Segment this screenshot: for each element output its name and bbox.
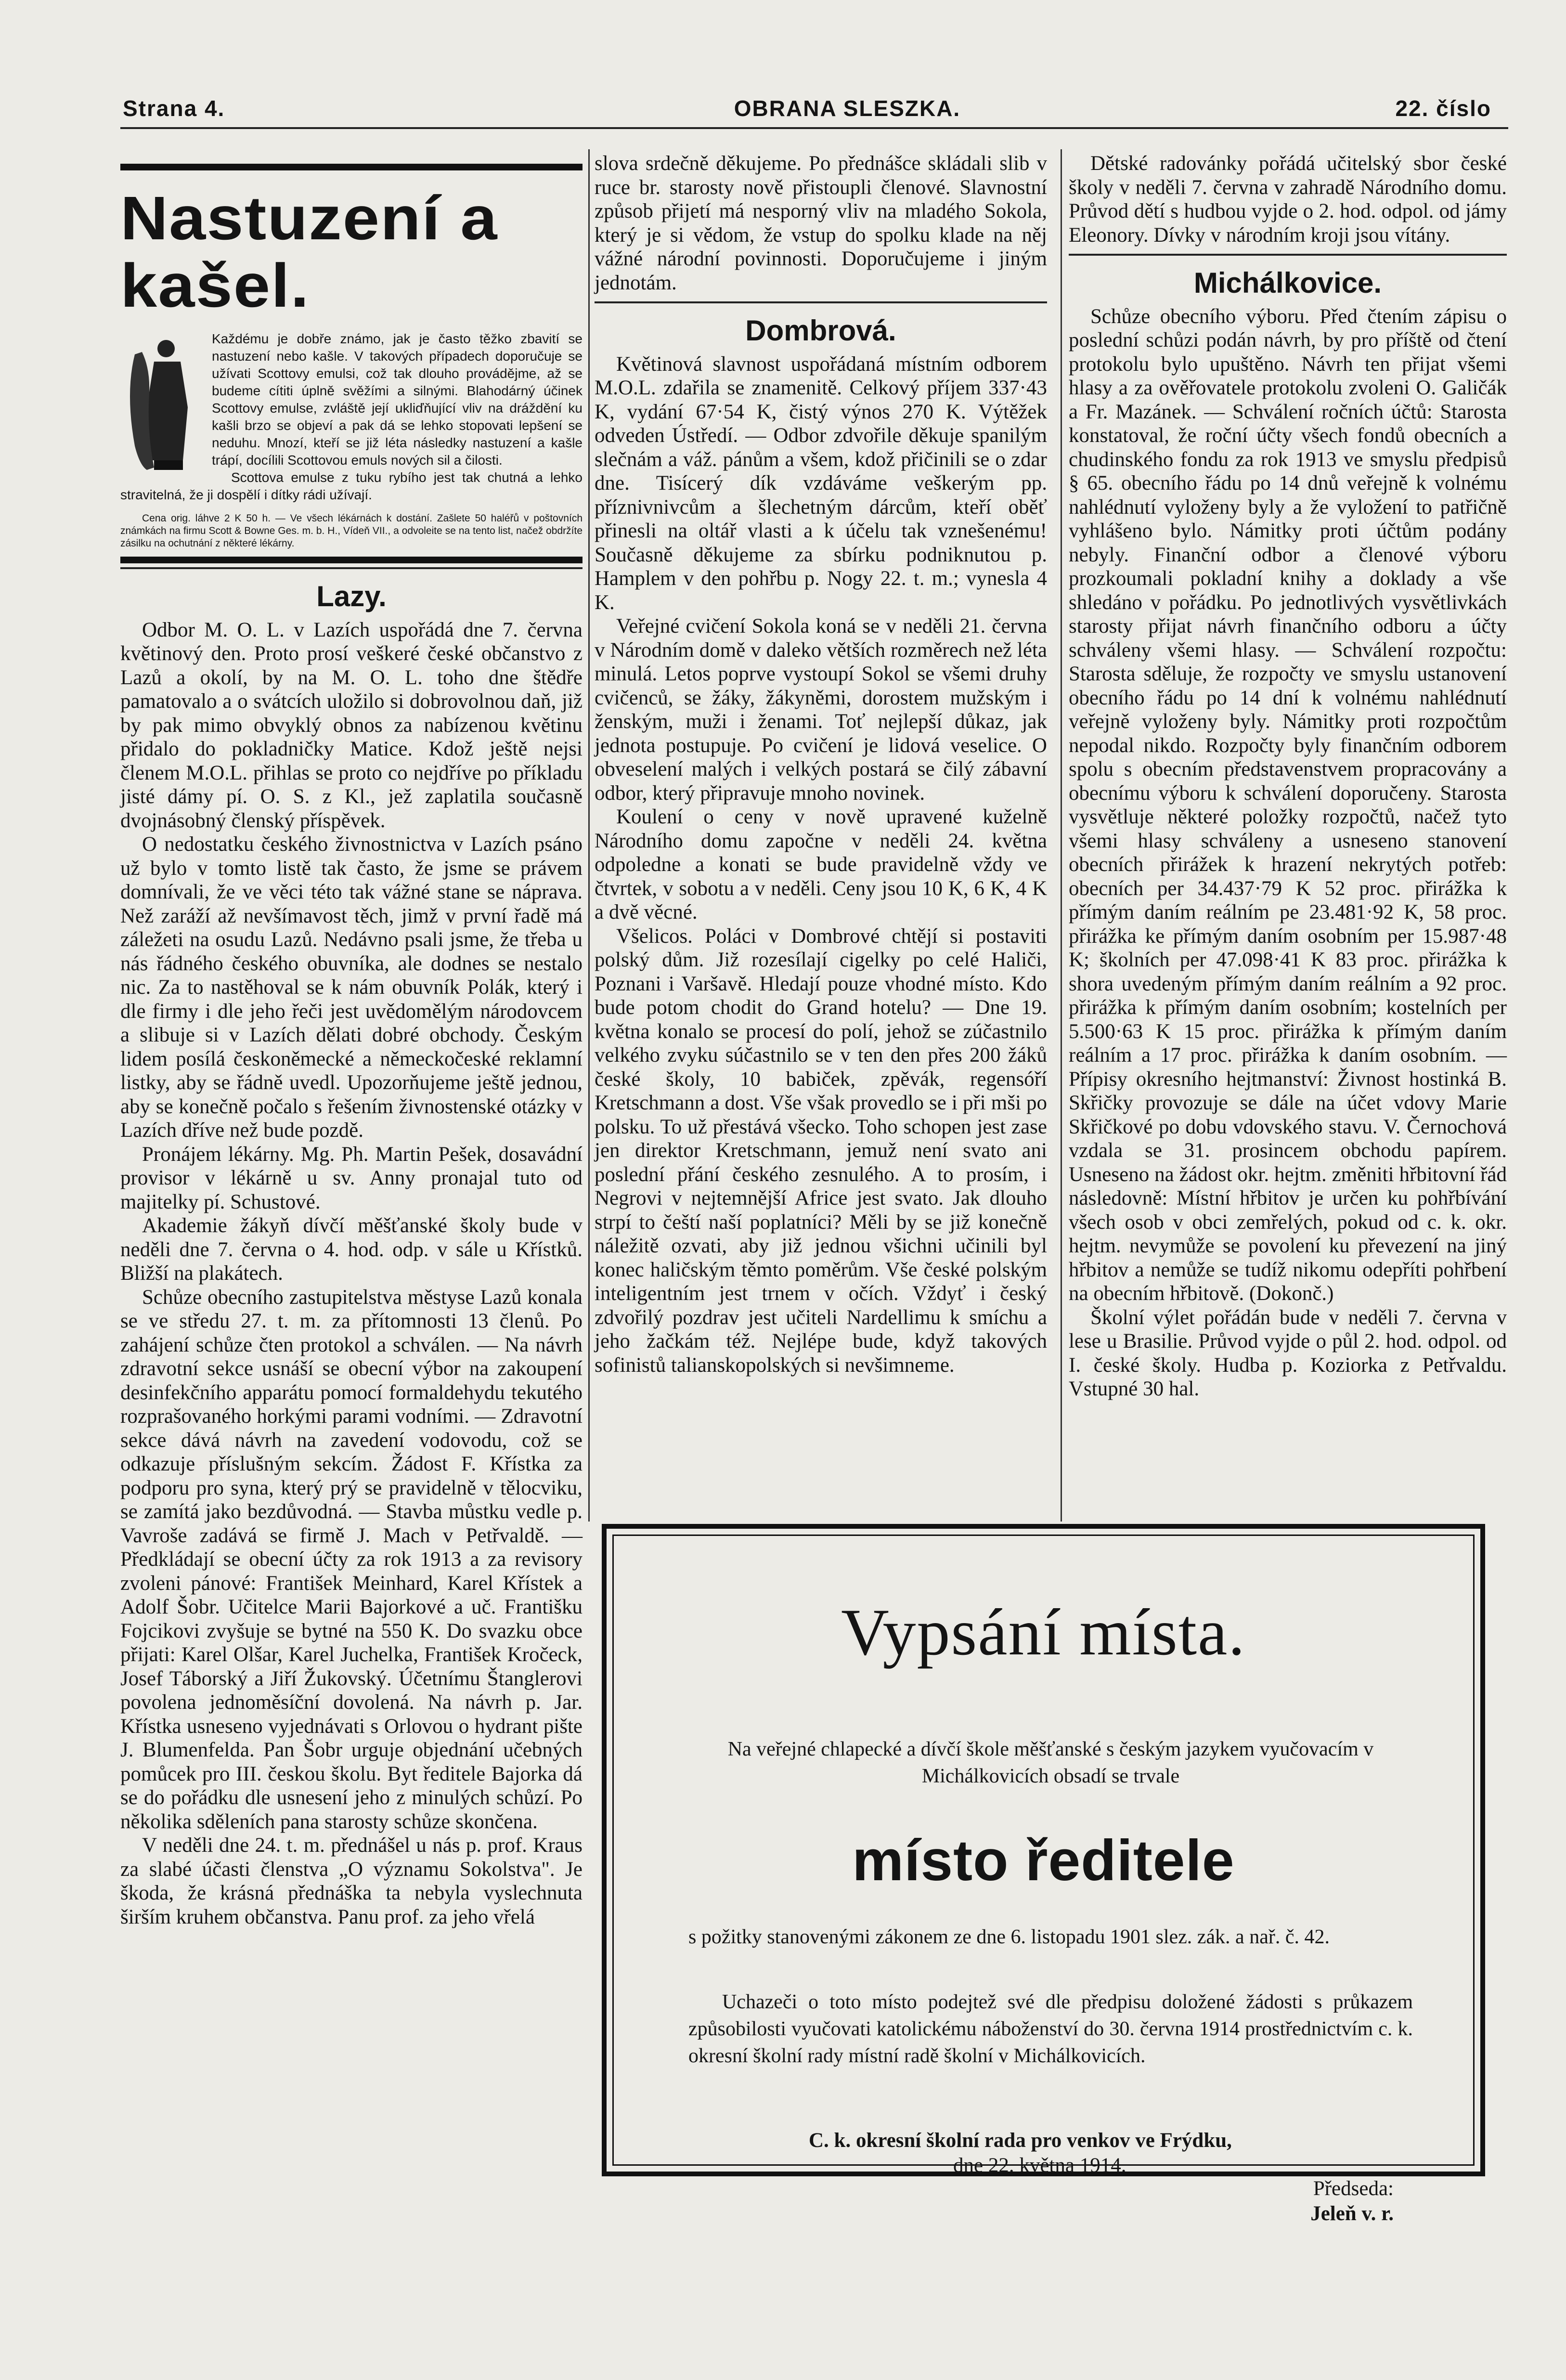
notice-application-text: Uchazeči o toto místo podejtež své dle předpisu doložené žádosti s průkazem způsobilosti vyučovati katolickému náboženství do 30. června 1914 prostřednictvím c. k. okresní školní rady místní radě školní v Michálkovicích. [688,1991,1413,2067]
paragraph: slova srdečně děkujeme. Po přednášce skládali slib v ruce br. starosty nově přistoupli členové. Slavnostní způsob přijetí má nesporný vliv na mladého Sokola, který je si vědom, že vstup do spolku klade na něj vážné národní povinnosti. Doporučujeme i jiným jednotám. [595,152,1047,294]
paragraph: Schůze obecního výboru. Před čtením zápisu o poslední schůzi podán návrh, by pro příště od čtení protokolu bylo upuštěno. Návrh ten přijat všemi hlasy a za ověřovatele protokolu zvoleni O. Galičák a Fr. Mazánek. — Schválení ročních účtů: Starosta konstatoval, že roční účty všech fondů obecních a chudinského fondu za rok 1913 ve smyslu předpisů § 65. obecního řádu po 14 dnů veřejně k volnému nahlédnutí vyloženy byly a že vyložení to patřičně vyhlášeno bylo. Námitky proti účtům podány nebyly. Finanční odbor a členové výboru prozkoumali pokladní knihy a doklady a vše shledáno v pořádku. Po jednotlivých vysvětlivkách starosty přijat návrh finančního odboru a účty schváleny všemi hlasy. — Schválení rozpočtu: Starosta sděluje, že rozpočty ve smyslu ustanovení obecního řádu po 14 dní k volnému nahlédnutí veřejně vyloženy byly. Námitky proti rozpočtům nepodal nikdo. Rozpočty byly finančním odborem spolu s obecním představenstvem propracovány a obecnímu výboru k schválení doporučeny. Starosta vysvětluje některé položky rozpočtů, načež tyto všemi hlasy schváleny a usneseno stanovení obecních přirážek k hrazení nekrytých potřeb: obecních per 34.437·79 K 52 proc. přirážka k přímým daním reálním pe 23.481·92 K, 58 proc. přirážka ke přímým daním osobním per 15.987·48 K; školních per 47.098·41 K 83 proc. přirážka k shora uvedeným přímým daním reálním a 92 proc. přirážka k přímým daním osobním; kostelních per 5.500·63 K 15 proc. přirážka k přímým daním reálním a 17 proc. přirážka k daním osobním. — Přípisy okresního hejtmanství: Živnost hostinká B. Skřičky provozuje se dále na účet vdovy Marie Skřičkové po dobu vdovského stavu. V. Černochová vzdala se 31. prosincem obchodu papírem. Usneseno na žádost okr. hejtm. změniti hřbitovní řád následovně: Místní hřbitov je určen ku pohřbívání všech osob v obci zemřelých, pokud od c. k. okr. hejtm. nevymůže se povolení ku převezení na jiný hřbitov a nemůže se tudíž nikomu odepříti pohřbení na obecním hřbitově. (Dokonč.) [1069,305,1507,1305]
section-rule [595,301,1047,303]
column-divider [1061,149,1062,1522]
paragraph: Akademie žákyň dívčí měšťanské školy bude v neděli dne 7. června o 4. hod. odp. v sále u Křístků. Bližší na plakátech. [120,1214,582,1285]
ad-text-1: Každému je dobře známo, jak je často těžko zbavití se nastuzení nebo kašle. V takových případech doporučuje se užívati Scottovy emulsi, což tak dlouho provádějme, až se budeme cítiti úplně svěžími a silnými. Blahodárný účinek Scottovy emulse, zvláště její ukliďňující vliv na dráždění ku kašli brzo se objeví a pak dá se lehko stopovati lepšení se neduhu. Mnozí, kteří se již léta následky nastuzení a kašle trápí, docílili Scottovou emuls nových sil a čilosti. [212,331,582,468]
paragraph: V neděli dne 24. t. m. přednášel u nás p. prof. Kraus za slabé účasti členstva „O významu Sokolstva". Je škoda, že krásná přednáška ta nebyla vyslechnuta širším kruhem občanstva. Panu prof. za jeho vřelá [120,1834,582,1928]
column-1 [120,164,582,1929]
page-number: Strana 4. [123,96,225,121]
notice-issuer: C. k. okresní školní rada pro venkov ve Frýdku, [809,2129,1232,2152]
notice-chair-label: Předseda: [1313,2177,1394,2200]
paragraph: Veřejné cvičení Sokola koná se v neděli 21. června v Národním domě v daleko větších rozměrech než léta minulá. Letos poprve vystoupí Sokol se všemi druhy cvičenců, se žáky, žákyněmi, dorostem mužským i ženským, muži i ženami. Toť nejlepší důkaz, jak jednota postupuje. Po cvičení je lidová veselice. O obveselení malých i velkých postará se čilý zábavní odbor, který připravuje mnoho novinek. [595,615,1047,805]
ad-text-2: Scottova emulse z tuku rybího jest tak chutná a lehko stravitelná, že ji dospělí i dítky rádi užívají. [120,470,582,502]
ad-price-note: Cena orig. láhve 2 K 50 h. — Ve všech lékárnách k dostání. Zašlete 50 haléřů v poštovních známkách na firmu Scott & Bowne Ges. m. b. H., Vídeň VII., a odvoleite se na tento list, načež obdržíte zásilku na ochutnání z některé lékárny. [120,513,582,549]
newspaper-title: OBRANA SLESZKA. [734,96,961,121]
fisherman-with-cod-icon [120,335,202,475]
section-title-lazy: Lazy. [316,580,387,612]
notice-position: místo ředitele [852,1828,1235,1893]
paragraph: Všelicos. Poláci v Dombrové chtějí si postaviti polský dům. Již rozesílají cigelky po celé Haliči, Poznani i Varšavě. Hledají pouze vhodné místo. Kdo bude potom chodit do Grand hotelu? — Dne 19. května konalo se procesí do polí, jehož se zúčastnilo velkého zvyku súčastnilo se v ten den přes 200 žáků české školy, 10 babiček, zpěvák, regensóří Kretschmann a dost. Vše však provedlo se i při mši po polsku. To už přestává všecko. Toho schopen jest zase jen direktor Kretschmann, jemuž není svato ani poslední přání českého zesnulého. A to prosím, i Negrovi v nejtemnější Africe jest svato. Jak dlouho strpí to čeští naší poplatníci? Měli by se již konečně náležitě ozvati, aby již jednou všichni učinili byl konec haličským těmto poměrům. Vše české polským inteligentním jest trnem v očích. Vždyť i český zdvořilý pozdrav jest učiteli Nardellimu k smíchu a jeho žačkám též. Nejlépe bude, když takových sofinistů talianskopolských si nevšimneme. [595,924,1047,1377]
section-rule [1069,254,1507,256]
ad-top-rule [120,164,582,170]
notice-issuer-block [809,2128,1413,2178]
header-rule [120,127,1508,129]
paragraph: Pronájem lékárny. Mg. Ph. Martin Pešek, dosavádní provisor v lékárně u sv. Anny pronajal tuto od majitelky pí. Schustové. [120,1143,582,1213]
paragraph: Květinová slavnost uspořádaná místním odborem M.O.L. zdařila se znamenitě. Celkový příjem 337·43 K, vydání 67·54 K, čistý výnos 270 K. Výtěžek odveden Ústředí. — Odbor zdvořile děkuje spanilým slečnám a váž. pánům a všem, kdož přičinili se o zdar dne. Tisícerý dík vzdáváme veškerým pp. příznivnivcům a šlechetným dárcům, kteří oběť přinesli na oltář vlasti a k účelu tak vznešenému! Současně děkujeme za sbírku podniknutou p. Hamplem v den pohřbu p. Nogy 22. t. m.; vynesla 4 K. [595,352,1047,614]
paragraph: Školní výlet pořádán bude v neděli 7. června v lese u Brasilie. Průvod vyjde o půl 2. hod. odpol. od I. české školy. Hudba p. Koziorka z Petřvaldu. Vstupné 30 hal. [1069,1306,1507,1400]
column-3 [1069,152,1507,1401]
notice-application [688,1989,1413,2069]
scott-emulsion-ad [120,185,582,550]
paragraph: Koulení o ceny v nově upravené kuželně Národního domu započne v neděli 24. května odpoledne a konati se bude pravidelně vždy ve čtvrtek, v sobotu a v neděli. Ceny jsou 10 K, 6 K, 4 K a dvě věcné. [595,806,1047,923]
job-vacancy-notice [602,1524,1485,2225]
issue-number: 22. číslo [1395,96,1491,121]
notice-intro: Na veřejné chlapecké a dívčí škole měšťanské s českým jazykem vyučovacím v Michálkovicích obsadí se trvale [727,1738,1374,1787]
section-title-dombrova: Dombrová. [745,314,896,347]
notice-title: Vypsání místa. [841,1595,1246,1669]
notice-chair-name: Jeleň v. r. [1310,2202,1394,2225]
column-2 [595,152,1047,1377]
notice-terms-text: s požitky stanovenými zákonem ze dne 6. listopadu 1901 slez. zák. a nař. č. 42. [688,1926,1330,1948]
column-divider [588,149,590,1522]
paragraph: O nedostatku českého živnostnictva v Lazích psáno už bylo v tomto listě tak často, že jsme se právem domnívali, že ve věci této tak vážné stane se náprava. Než zaráží až nevšímavost těch, jimž v první řadě má záležeti na osudu Lazů. Nedávno psali jsme, že třeba u nás řádného českého obuvníka, ale dodnes se nestalo nic. Za to nastěhoval se k nám obuvník Polák, který i dle firmy i dle jeho řeči jest uvědomělým národovcem a slibuje si v Lazích dělati dobré obchody. Českým lidem posílá českoněmecké a německočeské reklamní listky, aby se řádně uvedl. Upozorňujeme ještě jednou, aby se konečně počalo s řešením živnostenské otázky v Lazích dříve než bude pozdě. [120,833,582,1142]
ad-bottom-rule [120,557,582,563]
paragraph: Odbor M. O. L. v Lazích uspořádá dne 7. června květinový den. Proto prosí veškeré české občanstvo z Lazů a okolí, by na M. O. L. toho dne štědře pamatovalo a o svátcích uložilo si dobrovolnou daň, již by pak mimo obvyklý obnos za nabízenou květinu přidalo do pokladničky Matice. Kdož ještě nejsi členem M.O.L. přihlas se proto co nejdříve po příkladu jisté dámy pí. O. S. z Kl., jež zaplatila současně dvojnásobný členský příspěvek. [120,618,582,832]
ad-bottom-thin-rule [120,567,582,569]
notice-signature [1310,2176,1394,2226]
paragraph: Dětské radovánky pořádá učitelský sbor české školy v neděli 7. června v zahradě Národního domu. Průvod dětí s hudbou vyjde o 2. hod. odpol. od jámy Eleonory. Dívky v národním kroji jsou vítány. [1069,152,1507,247]
paragraph: Schůze obecního zastupitelstva městyse Lazů konala se ve středu 27. t. m. za přítomnosti 13 členů. Po zahájení schůze čten protokol a schválen. — Na návrh zdravotní sekce usnáší se obecní výbor na zakoupení desinfekčního apparátu pomocí formaldehydu tekutého rozprašovaného horkými parami vodními. — Zdravotní sekce dává návrh na zavedení vodovodu, což se odkazuje příslušným sekcím. Žádost F. Křístka za podporu pro syna, který prý se pravidelně v tělocviku, se zamítá jako bezdůvodná. — Stavba můstku vedle p. Vavroše zadává se firmě J. Mach v Petřvaldě. — Předkládají se obecní účty za rok 1913 a za revisory zvoleni pánové: František Meinhard, Karel Křístek a Adolf Šobr. Učitelce Marii Bajorkové a uč. Františku Fojcikovi zvyšuje se bytné na 550 K. Do svazku obce přijati: Karel Olšar, Karel Juchelka, František Kročeck, Josef Táborský a Jiří Žukovský. Účetnímu Štanglerovi povolena jednoměsíční dovolená. Na návrh p. Jar. Křístka usneseno vyjednávati s Orlovou o hydrant pište J. Blumenfelda. Pan Šobr urguje objednání učebných pomůcek pro III. českou školu. Byt ředitele Bajorka dá se do pořádku dle usnesení jeho z minulých schůzí. Po několika sděleních pana starosty schůze skončena. [120,1286,582,1833]
ad-title: Nastuzení a kašel. [120,184,498,320]
notice-date: dne 22. května 1914. [953,2154,1126,2177]
section-title-michalkovice: Michálkovice. [1193,267,1382,299]
notice-terms [688,1924,1413,1951]
